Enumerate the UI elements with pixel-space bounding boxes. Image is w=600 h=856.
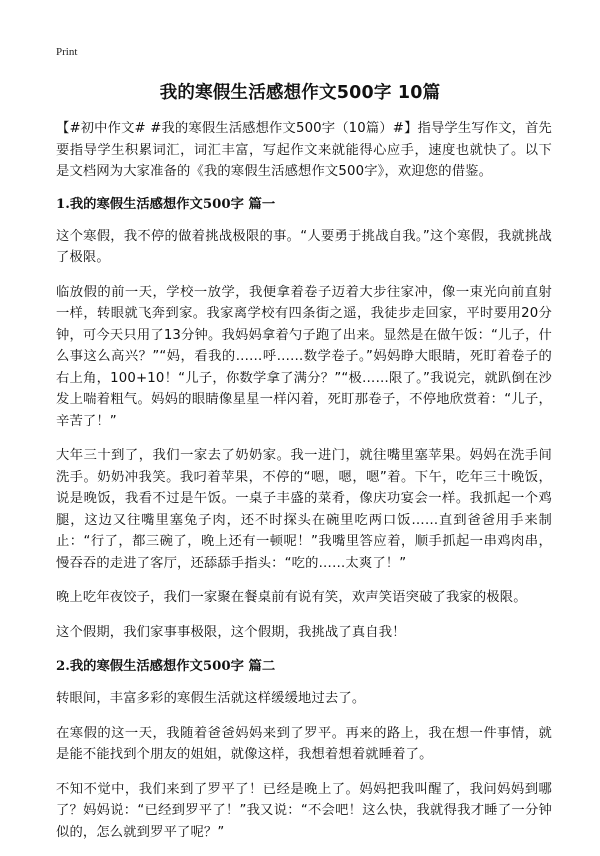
page-title: 我的寒假生活感想作文500字 10篇 (159, 83, 441, 103)
paragraph: 这个寒假，我不停的做着挑战极限的事。“人要勇于挑战自我。”这个寒假，我就挑战了极限。 (56, 228, 552, 265)
print-link[interactable]: Print (56, 46, 78, 58)
intro-paragraph: 【#初中作文# #我的寒假生活感想作文500字（10篇）#】指导学生写作文，首先要指导学生积累词汇，词汇丰富，写起作文来就能得心应手，速度也就快了。以下是文档网为大家准备的《我的寒假生活感想作文500字》，欢迎您的借鉴。 (56, 121, 552, 179)
section-heading-1: 1.我的寒假生活感想作文500字 篇一 (56, 196, 276, 212)
paragraph: 晚上吃年夜饺子，我们一家聚在餐桌前有说有笑，欢声笑语突破了我家的极限。 (56, 590, 527, 605)
paragraph: 在寒假的这一天，我随着爸爸妈妈来到了罗平。再来的路上，我在想一件事情，就是能不能找到个朋友的姐姐，就像这样，我想着想着就睡着了。 (56, 725, 552, 762)
section-heading-2: 2.我的寒假生活感想作文500字 篇二 (56, 659, 276, 674)
paragraph: 这个假期，我们家事事极限，这个假期，我挑战了真自我！ (56, 624, 406, 640)
paragraph: 不知不觉中，我们来到了罗平了！已经是晚上了。妈妈把我叫醒了，我问妈妈到哪了？妈妈说：“已经到罗平了！”我又说：“不会吧！这么快，我就得我才睡了一分钟似的，怎么就到罗平了呢？” (56, 781, 552, 840)
paragraph: 临放假的前一天，学校一放学，我便拿着卷子迈着大步往家冲，像一束光向前直射一样，转眼就飞奔到家。我家离学校有四条街之遥，我徒步走回家，平时要用20分钟，可今天只用了13分钟。我妈妈拿着勺子跑了出来。显然是在做午饭：“儿子，什么事这么高兴？”“妈，看我的……呼……数学卷子。”妈妈睁大眼睛，死盯着卷子的右上角，100+10！“儿子，你数学拿了满分？”“极……限了。”我说完，就趴倒在沙发上喘着粗气。妈妈的眼睛像星星一样闪着，死盯那卷子，不停地欣赏着：“儿子，辛苦了！” (56, 284, 552, 429)
paragraph: 大年三十到了，我们一家去了奶奶家。我一进门，就往嘴里塞苹果。妈妈在洗手间洗手。奶奶冲我笑。我叼着苹果，不停的“嗯，嗯，嗯”着。下午，吃年三十晚饭，说是晚饭，我看不过是午饭。一桌子丰盛的菜肴，像庆功宴会一样。我抓起一个鸡腿，这边又往嘴里塞兔子肉，还不时探头在碗里吃两口饭……直到爸爸用手来制止：“行了，都三碗了，晚上还有一顿呢！”我嘴里答应着，顺手抓起一串鸡肉串，慢吞吞的走进了客厅，还舔舔手指头：“吃的……太爽了！” (56, 448, 552, 571)
article-body (56, 118, 552, 856)
paragraph: 转眼间，丰富多彩的寒假生活就这样缓缓地过去了。 (56, 691, 366, 706)
